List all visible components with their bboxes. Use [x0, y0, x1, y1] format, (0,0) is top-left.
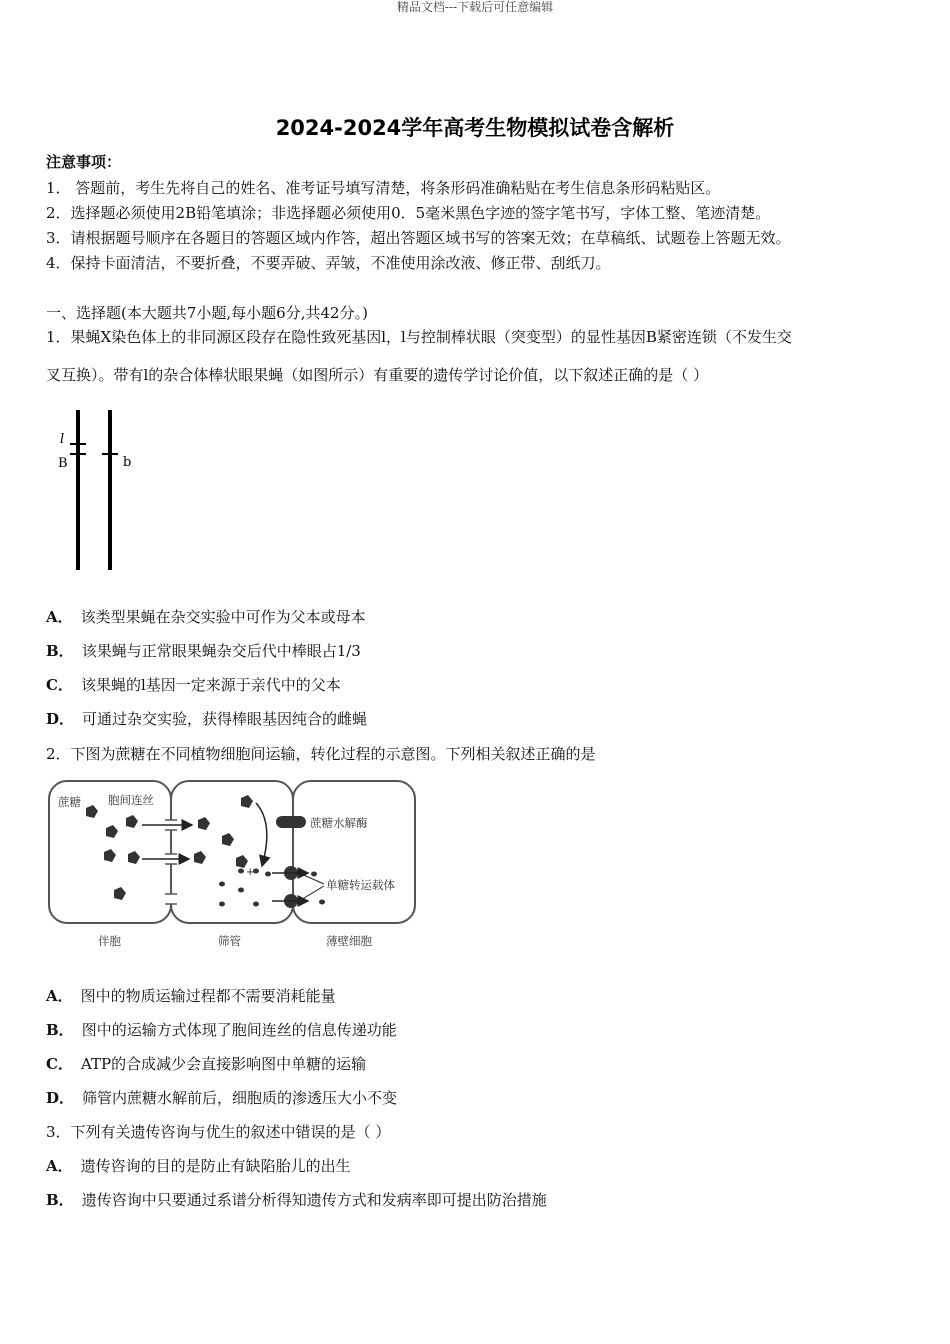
option-letter: A． — [46, 987, 73, 1005]
option-letter: D． — [46, 710, 75, 728]
q2-option-a — [46, 985, 336, 1006]
monosaccharide — [238, 888, 244, 893]
monosaccharide — [219, 882, 225, 887]
q1-stem-line1: 1．果蝇X染色体上的非同源区段存在隐性致死基因l，l与控制棒状眼（突变型）的显性基因B紧密连锁（不发生交 — [46, 328, 792, 346]
sucrase-enzyme — [276, 816, 306, 828]
page-title: 2024-2024学年高考生物模拟试卷含解析 — [275, 116, 675, 140]
option-text: ATP的合成减少会直接影响图中单糖的运输 — [80, 1055, 367, 1073]
option-letter: B． — [46, 642, 74, 660]
label-sieve-tube: 筛管 — [218, 934, 241, 948]
option-text: 该果蝇的l基因一定来源于亲代中的父本 — [80, 676, 341, 694]
option-letter: B． — [46, 1021, 74, 1039]
q2-option-d — [46, 1087, 397, 1108]
q1-option-a — [46, 606, 366, 627]
label-companion-cell: 伴胞 — [98, 934, 121, 948]
notice-heading: 注意事项： — [46, 153, 122, 171]
q1-stem-line2: 叉互换）。带有l的杂合体棒状眼果蝇（如图所示）有重要的遗传学讨论价值，以下叙述正确的是（ ） — [46, 366, 709, 384]
label-b: b — [123, 455, 132, 470]
parenchyma-cell — [293, 781, 415, 923]
q3-stem: 3．下列有关遗传咨询与优生的叙述中错误的是（ ） — [46, 1123, 391, 1141]
option-text: 可通过杂交实验，获得棒眼基因纯合的雌蝇 — [82, 710, 368, 728]
label-parenchyma: 薄壁细胞 — [326, 934, 372, 948]
q2-stem: 2．下图为蔗糖在不同植物细胞间运输，转化过程的示意图。下列相关叙述正确的是 — [46, 745, 596, 763]
option-letter: B． — [46, 1191, 74, 1209]
plasmodesma — [165, 894, 177, 904]
label-plasmodesmata: 胞间连丝 — [108, 793, 154, 807]
notice-item-1: 1． 答题前，考生先将自己的姓名、准考证号填写清楚，将条形码准确粘贴在考生信息条形码粘贴区。 — [46, 179, 721, 197]
label-l: l — [60, 432, 65, 447]
section-heading: 一、选择题(本大题共7小题,每小题6分,共42分。) — [46, 304, 368, 322]
monosaccharide — [311, 872, 317, 877]
monosaccharide — [265, 872, 271, 877]
q1-option-c — [46, 674, 341, 695]
q3-option-b — [46, 1189, 547, 1210]
q2-option-b — [46, 1019, 397, 1040]
label-B: B — [58, 456, 68, 471]
option-letter: A． — [46, 1157, 73, 1175]
option-text: 该果蝇与正常眼果蝇杂交后代中棒眼占1/3 — [81, 642, 361, 660]
svg-text:+: + — [246, 867, 255, 878]
monosaccharide — [253, 902, 259, 907]
label-sucrase: 蔗糖水解酶 — [310, 816, 368, 830]
option-letter: C． — [46, 676, 73, 694]
notice-item-3: 3．请根据题号顺序在各题目的答题区域内作答，超出答题区域书写的答案无效；在草稿纸、试题卷上答题无效。 — [46, 229, 791, 247]
monosaccharide — [219, 902, 225, 907]
label-sucrose: 蔗糖 — [58, 795, 81, 809]
monosaccharide — [319, 900, 325, 905]
option-letter: D． — [46, 1089, 75, 1107]
q1-option-d — [46, 708, 367, 729]
option-text: 该类型果蝇在杂交实验中可作为父本或母本 — [80, 608, 366, 626]
header-note: 精品文档---下载后可任意编辑 — [396, 0, 554, 14]
q3-option-a — [46, 1155, 351, 1176]
option-letter: C． — [46, 1055, 73, 1073]
option-text: 遗传咨询中只要通过系谱分析得知遗传方式和发病率即可提出防治措施 — [81, 1191, 547, 1209]
option-text: 图中的物质运输过程都不需要消耗能量 — [80, 987, 336, 1005]
chromosome-figure — [52, 408, 142, 573]
q1-option-b — [46, 640, 361, 661]
label-transporter: 单糖转运载体 — [326, 878, 395, 892]
option-text: 图中的运输方式体现了胞间连丝的信息传递功能 — [81, 1021, 397, 1039]
option-text: 遗传咨询的目的是防止有缺陷胎儿的出生 — [80, 1157, 351, 1175]
option-letter: A． — [46, 608, 73, 626]
q2-option-c — [46, 1053, 366, 1074]
sucrose-transport-figure — [46, 778, 421, 954]
notice-item-4: 4．保持卡面清洁，不要折叠，不要弄破、弄皱，不准使用涂改液、修正带、刮纸刀。 — [46, 254, 611, 272]
notice-item-2: 2．选择题必须使用2B铅笔填涂；非选择题必须使用0．5毫米黑色字迹的签字笔书写，字体工整、笔迹清楚。 — [46, 204, 771, 222]
monosaccharide — [238, 869, 244, 874]
option-text: 筛管内蔗糖水解前后，细胞质的渗透压大小不变 — [82, 1089, 398, 1107]
